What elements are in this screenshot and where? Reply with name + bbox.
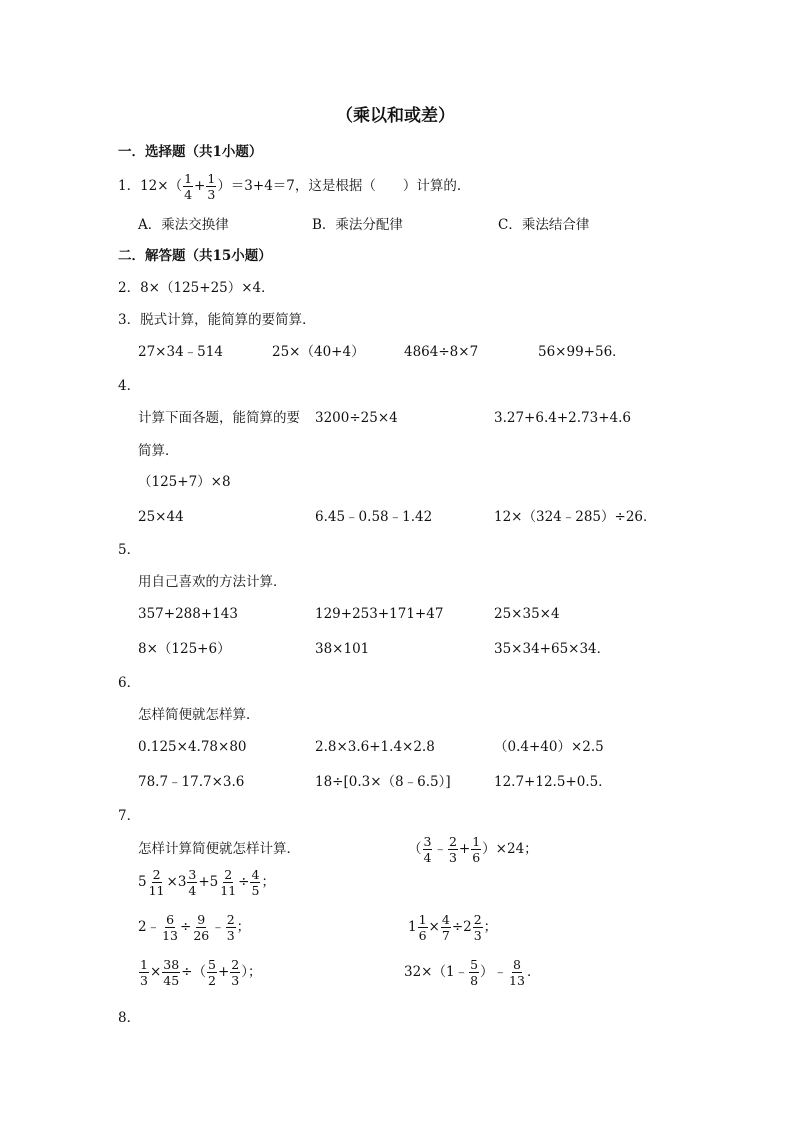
fraction: $\frac{2}{3}$ xyxy=(231,957,240,989)
fraction: $\frac{4}{5}$ xyxy=(251,867,260,899)
fraction: $\frac{1}{6}$ xyxy=(418,912,427,944)
expression: 12×（324﹣285）÷26． xyxy=(494,509,657,525)
expression: （0.4+40）×2.5 xyxy=(494,739,604,755)
question-number: 7． xyxy=(118,808,141,824)
fraction: $\frac{4}{7}$ xyxy=(441,912,450,944)
question-3-heading: 3．脱式计算，能简算的要简算． xyxy=(118,312,316,328)
question-number: 1． xyxy=(118,177,141,194)
instruction-text: 怎样计算简便就怎样计算． xyxy=(138,841,300,857)
instruction-text: 简算． xyxy=(138,443,179,459)
expression: 27×34﹣514 xyxy=(138,344,223,360)
expression: （125+7）×8 xyxy=(138,474,231,490)
fraction-expression: $\frac{1}{3}$ × $\frac{38}{45}$ ÷ （ $\frac{5}{2}$ + $\frac{2}{3}$ ）； xyxy=(140,957,262,989)
question-1: 1． 12×（ $\frac{1}{4}$ + $\frac{1}{3}$ ）＝3+4＝7，这是根据（ ）计算的． xyxy=(118,171,471,203)
fraction: $\frac{1}{4}$ xyxy=(184,171,193,203)
fraction: $\frac{1}{3}$ xyxy=(207,171,216,203)
expression: 357+288+143 xyxy=(138,606,238,622)
section-heading-choice: 一．选择题（共1小题） xyxy=(118,144,263,160)
option-b[interactable]: B．乘法分配律 xyxy=(312,217,403,233)
question-text: ）＝3+4＝7，这是根据（ ）计算的． xyxy=(217,177,471,194)
fraction: $\frac{2}{3}$ xyxy=(473,912,482,944)
fraction-expression: 2﹣ $\frac{6}{13}$ ÷ $\frac{9}{26}$ ﹣ $\frac{2}{3}$ ； xyxy=(138,912,251,944)
fraction: $\frac{5}{8}$ xyxy=(470,957,479,989)
expression: 25×44 xyxy=(138,509,184,525)
expression: 8×（125+6） xyxy=(138,641,231,657)
question-number: 5． xyxy=(118,542,141,558)
expression: 56×99+56． xyxy=(538,344,626,360)
instruction-text: 怎样简便就怎样算． xyxy=(138,707,260,723)
expression: 12.7+12.5+0.5． xyxy=(494,774,612,790)
option-a[interactable]: A．乘法交换律 xyxy=(138,217,229,233)
fraction: $\frac{2}{11}$ xyxy=(148,867,165,899)
question-number: 6． xyxy=(118,675,141,691)
expression: 78.7﹣17.7×3.6 xyxy=(138,774,245,790)
fraction: $\frac{3}{4}$ xyxy=(188,867,197,899)
expression: 0.125×4.78×80 xyxy=(138,739,247,755)
expression: 25×35×4 xyxy=(494,606,560,622)
fraction: $\frac{2}{3}$ xyxy=(448,834,457,866)
expression: 4864÷8×7 xyxy=(404,344,479,360)
expression: 18÷[0.3×（8﹣6.5）] xyxy=(315,774,451,790)
fraction: $\frac{3}{4}$ xyxy=(423,834,432,866)
fraction: $\frac{1}{3}$ xyxy=(140,957,148,989)
question-number: 4． xyxy=(118,378,141,394)
question-2: 2．8×（125+25）×4． xyxy=(118,280,275,296)
fraction: $\frac{1}{6}$ xyxy=(472,834,481,866)
fraction-expression: 32×（1﹣ $\frac{5}{8}$ ）﹣ $\frac{8}{13}$ ． xyxy=(404,957,541,989)
fraction: $\frac{38}{45}$ xyxy=(163,957,180,989)
question-number: 8． xyxy=(118,1010,141,1026)
expression: 3.27+6.4+2.73+4.6 xyxy=(494,410,631,426)
expression: 6.45﹣0.58﹣1.42 xyxy=(315,509,433,525)
fraction-expression: 5 $\frac{2}{11}$ × 3 $\frac{3}{4}$ + 5 $\frac{2}{11}$ ÷ $\frac{4}{5}$ ； xyxy=(138,867,275,899)
fraction: $\frac{9}{26}$ xyxy=(193,912,210,944)
instruction-text: 计算下面各题，能简算的要 xyxy=(138,410,300,426)
section-heading-solve: 二．解答题（共15小题） xyxy=(118,248,272,264)
fraction-expression: 1 $\frac{1}{6}$ × $\frac{4}{7}$ ÷ 2 $\frac{2}{3}$ ； xyxy=(408,912,498,944)
page-title: （乘以和或差） xyxy=(336,106,455,126)
fraction: $\frac{2}{3}$ xyxy=(226,912,235,944)
expression: 2.8×3.6+1.4×2.8 xyxy=(315,739,435,755)
instruction-text: 用自己喜欢的方法计算． xyxy=(138,574,287,590)
fraction: $\frac{2}{11}$ xyxy=(220,867,237,899)
expression: 129+253+171+47 xyxy=(315,606,444,622)
expression: 38×101 xyxy=(315,641,370,657)
expression-text: 12×（ xyxy=(140,177,183,194)
fraction: $\frac{6}{13}$ xyxy=(162,912,178,944)
expression: 35×34+65×34． xyxy=(494,641,611,657)
fraction-expression: （ $\frac{3}{4}$ ﹣ $\frac{2}{3}$ + $\frac{1}{6}$ ）×24； xyxy=(408,834,538,866)
fraction: $\frac{8}{13}$ xyxy=(509,957,525,989)
expression: 3200÷25×4 xyxy=(315,410,398,426)
expression: 25×（40+4） xyxy=(272,344,365,360)
fraction: $\frac{5}{2}$ xyxy=(207,957,216,989)
option-c[interactable]: C．乘法结合律 xyxy=(498,217,590,233)
